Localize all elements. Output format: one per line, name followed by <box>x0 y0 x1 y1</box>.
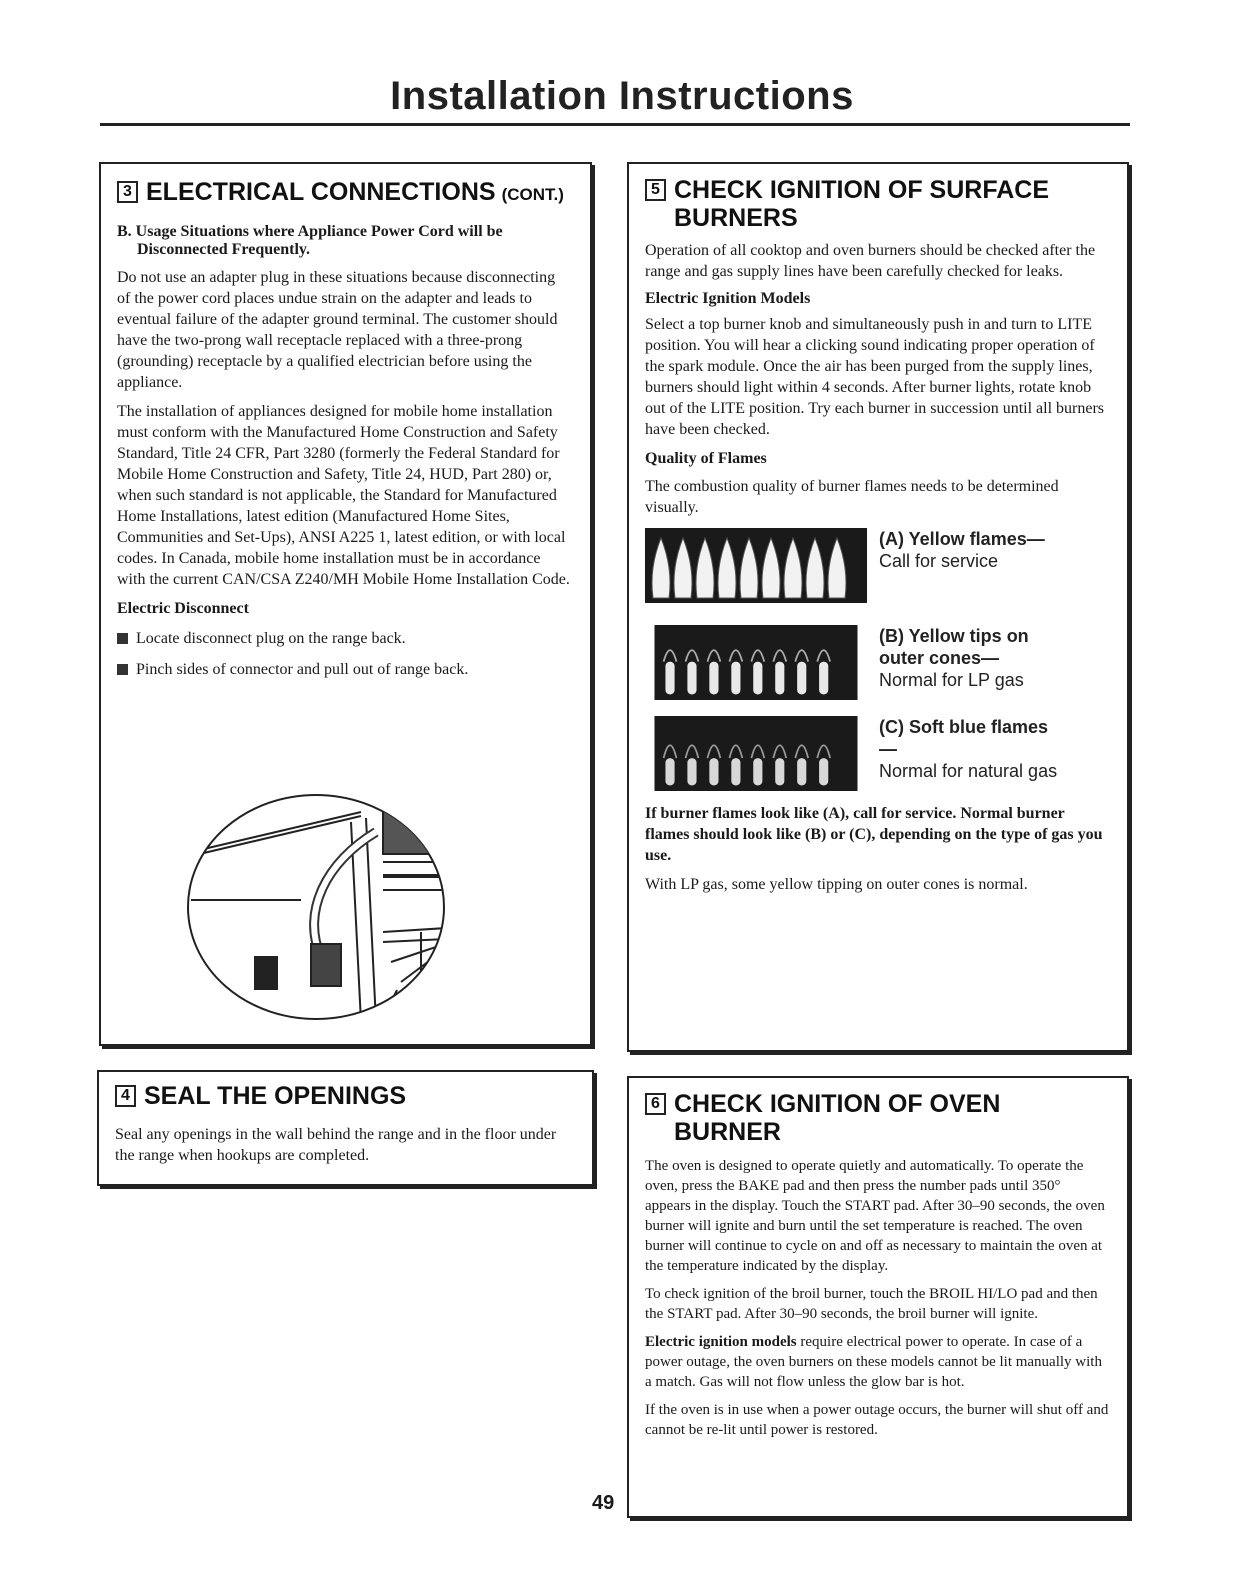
ignition-paragraph: Select a top burner knob and simultaneously push in and turn to LITE position. You will hear a clicking sound indicating proper operation of the spark module. Once the air has been purged from the supply lines, burners should light within 4 seconds. After burner lights, rotate knob out of the LITE position. Try each burner in succession until all burners have been checked. <box>645 316 1105 438</box>
seal-openings-text: Seal any openings in the wall behind the range and in the floor under the range when hookups are completed. <box>115 1126 557 1164</box>
bullet-item: Pinch sides of connector and pull out of range back. <box>117 659 572 680</box>
yellow-flames-image <box>645 528 867 603</box>
oven-operation-paragraph: The oven is designed to operate quietly and automatically. To operate the oven, press the BAKE pad and then press the number pads until 350° appears in the display. Touch the START pad. After 30–90 seconds, the oven burner will ignite and burn until the set temperature is reached. The oven burner will continue to cycle on and off as necessary to maintain the oven at the temperature indicated by the display. <box>645 1158 1105 1274</box>
section-4-title: SEAL THE OPENINGS <box>144 1082 407 1110</box>
flame-b-label: (B) Yellow tips on outer cones— <box>879 626 1029 668</box>
quality-paragraph: The combustion quality of burner flames needs to be determined visually. <box>645 478 1059 516</box>
power-requirement-paragraph: Electric ignition models require electrical power to operate. In case of a power outage, the oven burners on these models cannot be lit manually with a match. Gas will not flow unless the glow bar is hot. <box>645 1334 1102 1390</box>
yellow-tips-image <box>645 625 867 700</box>
electric-disconnect-heading: Electric Disconnect <box>117 600 249 617</box>
flame-warning: If burner flames look like (A), call for service. Normal burner flames should look like (B) or (C), depending on the type of gas you use. <box>645 805 1103 864</box>
square-bullet-icon <box>117 633 128 644</box>
adapter-paragraph: Do not use an adapter plug in these situations because disconnecting of the power cord places undue strain on the adapter and leads to eventual failure of the adapter ground terminal. The customer should have the two-prong wall receptacle replaced with a three-prong (grounding) receptacle by a qualified electrician before using the appliance. <box>117 269 558 391</box>
flame-c-desc: Normal for natural gas <box>879 761 1058 781</box>
power-outage-paragraph: If the oven is in use when a power outage occurs, the burner will shut off and cannot be re-lit until power is restored. <box>645 1402 1109 1438</box>
section-3-cont: (CONT.) <box>501 185 564 204</box>
page-number: 49 <box>592 1492 615 1514</box>
usage-situations-heading: B. Usage Situations where Appliance Power Cord will be Disconnected Frequently. <box>117 223 503 258</box>
square-bullet-icon <box>117 664 128 675</box>
section-seal-openings <box>97 1070 594 1186</box>
section-number-3: 3 <box>117 181 138 203</box>
section-oven-burner <box>627 1076 1129 1518</box>
flame-b-desc: Normal for LP gas <box>879 670 1024 690</box>
section-3-heading <box>117 178 572 209</box>
electric-ignition-heading: Electric Ignition Models <box>645 290 811 307</box>
section-6-heading <box>645 1090 1109 1146</box>
section-surface-burners <box>627 162 1129 1052</box>
flame-example-b <box>645 625 1109 700</box>
title-rule <box>100 123 1130 126</box>
flame-example-c <box>645 716 1109 791</box>
electric-ignition-lead: Electric ignition models <box>645 1334 797 1350</box>
quality-of-flames-heading: Quality of Flames <box>645 450 767 467</box>
page-title: Installation Instructions <box>390 74 854 118</box>
flame-a-label: (A) Yellow flames— <box>879 529 1045 549</box>
broil-paragraph: To check ignition of the broil burner, touch the BROIL HI/LO pad and then the START pad. After 30–90 seconds, the broil burner will ignite. <box>645 1286 1098 1322</box>
mobile-home-paragraph: The installation of appliances designed for mobile home installation must conform with the Manufactured Home Construction and Safety Standard, Title 24 CFR, Part 3280 (formerly the Federal Standard for Mobile Home Construction and Safety, Title 24, HUD, Part 280) or, when such standard is not applicable, the Standard for Manufactured Home Installations, latest edition (Manufactured Home Sites, Communities and Set-Ups), ANSI A225 1, latest edition, or with local codes. In Canada, mobile home installation must be in accordance with the current CAN/CSA Z240/MH Mobile Home Installation Code. <box>117 403 570 588</box>
flame-c-label: (C) Soft blue flames— <box>879 717 1049 759</box>
section-5-heading <box>645 176 1109 232</box>
section-4-heading <box>115 1082 574 1110</box>
section-number-6: 6 <box>645 1093 666 1115</box>
section-number-4: 4 <box>115 1085 136 1107</box>
flame-example-a <box>645 528 1109 603</box>
flame-a-desc: Call for service <box>879 551 999 571</box>
bullet-item: Locate disconnect plug on the range back. <box>117 628 572 649</box>
section-5-title: CHECK IGNITION OF SURFACE BURNERS <box>674 176 1050 232</box>
disconnect-plug-illustration <box>151 792 531 1032</box>
section-3-title: ELECTRICAL CONNECTIONS <box>146 178 496 206</box>
section-number-5: 5 <box>645 179 666 201</box>
section-electrical-connections <box>99 162 592 1046</box>
operation-paragraph: Operation of all cooktop and oven burners should be checked after the range and gas supply lines have been carefully checked for leaks. <box>645 242 1096 280</box>
section-6-title: CHECK IGNITION OF OVEN BURNER <box>674 1090 1001 1146</box>
blue-flames-image <box>645 716 867 791</box>
lp-gas-note: With LP gas, some yellow tipping on outer cones is normal. <box>645 876 1028 893</box>
